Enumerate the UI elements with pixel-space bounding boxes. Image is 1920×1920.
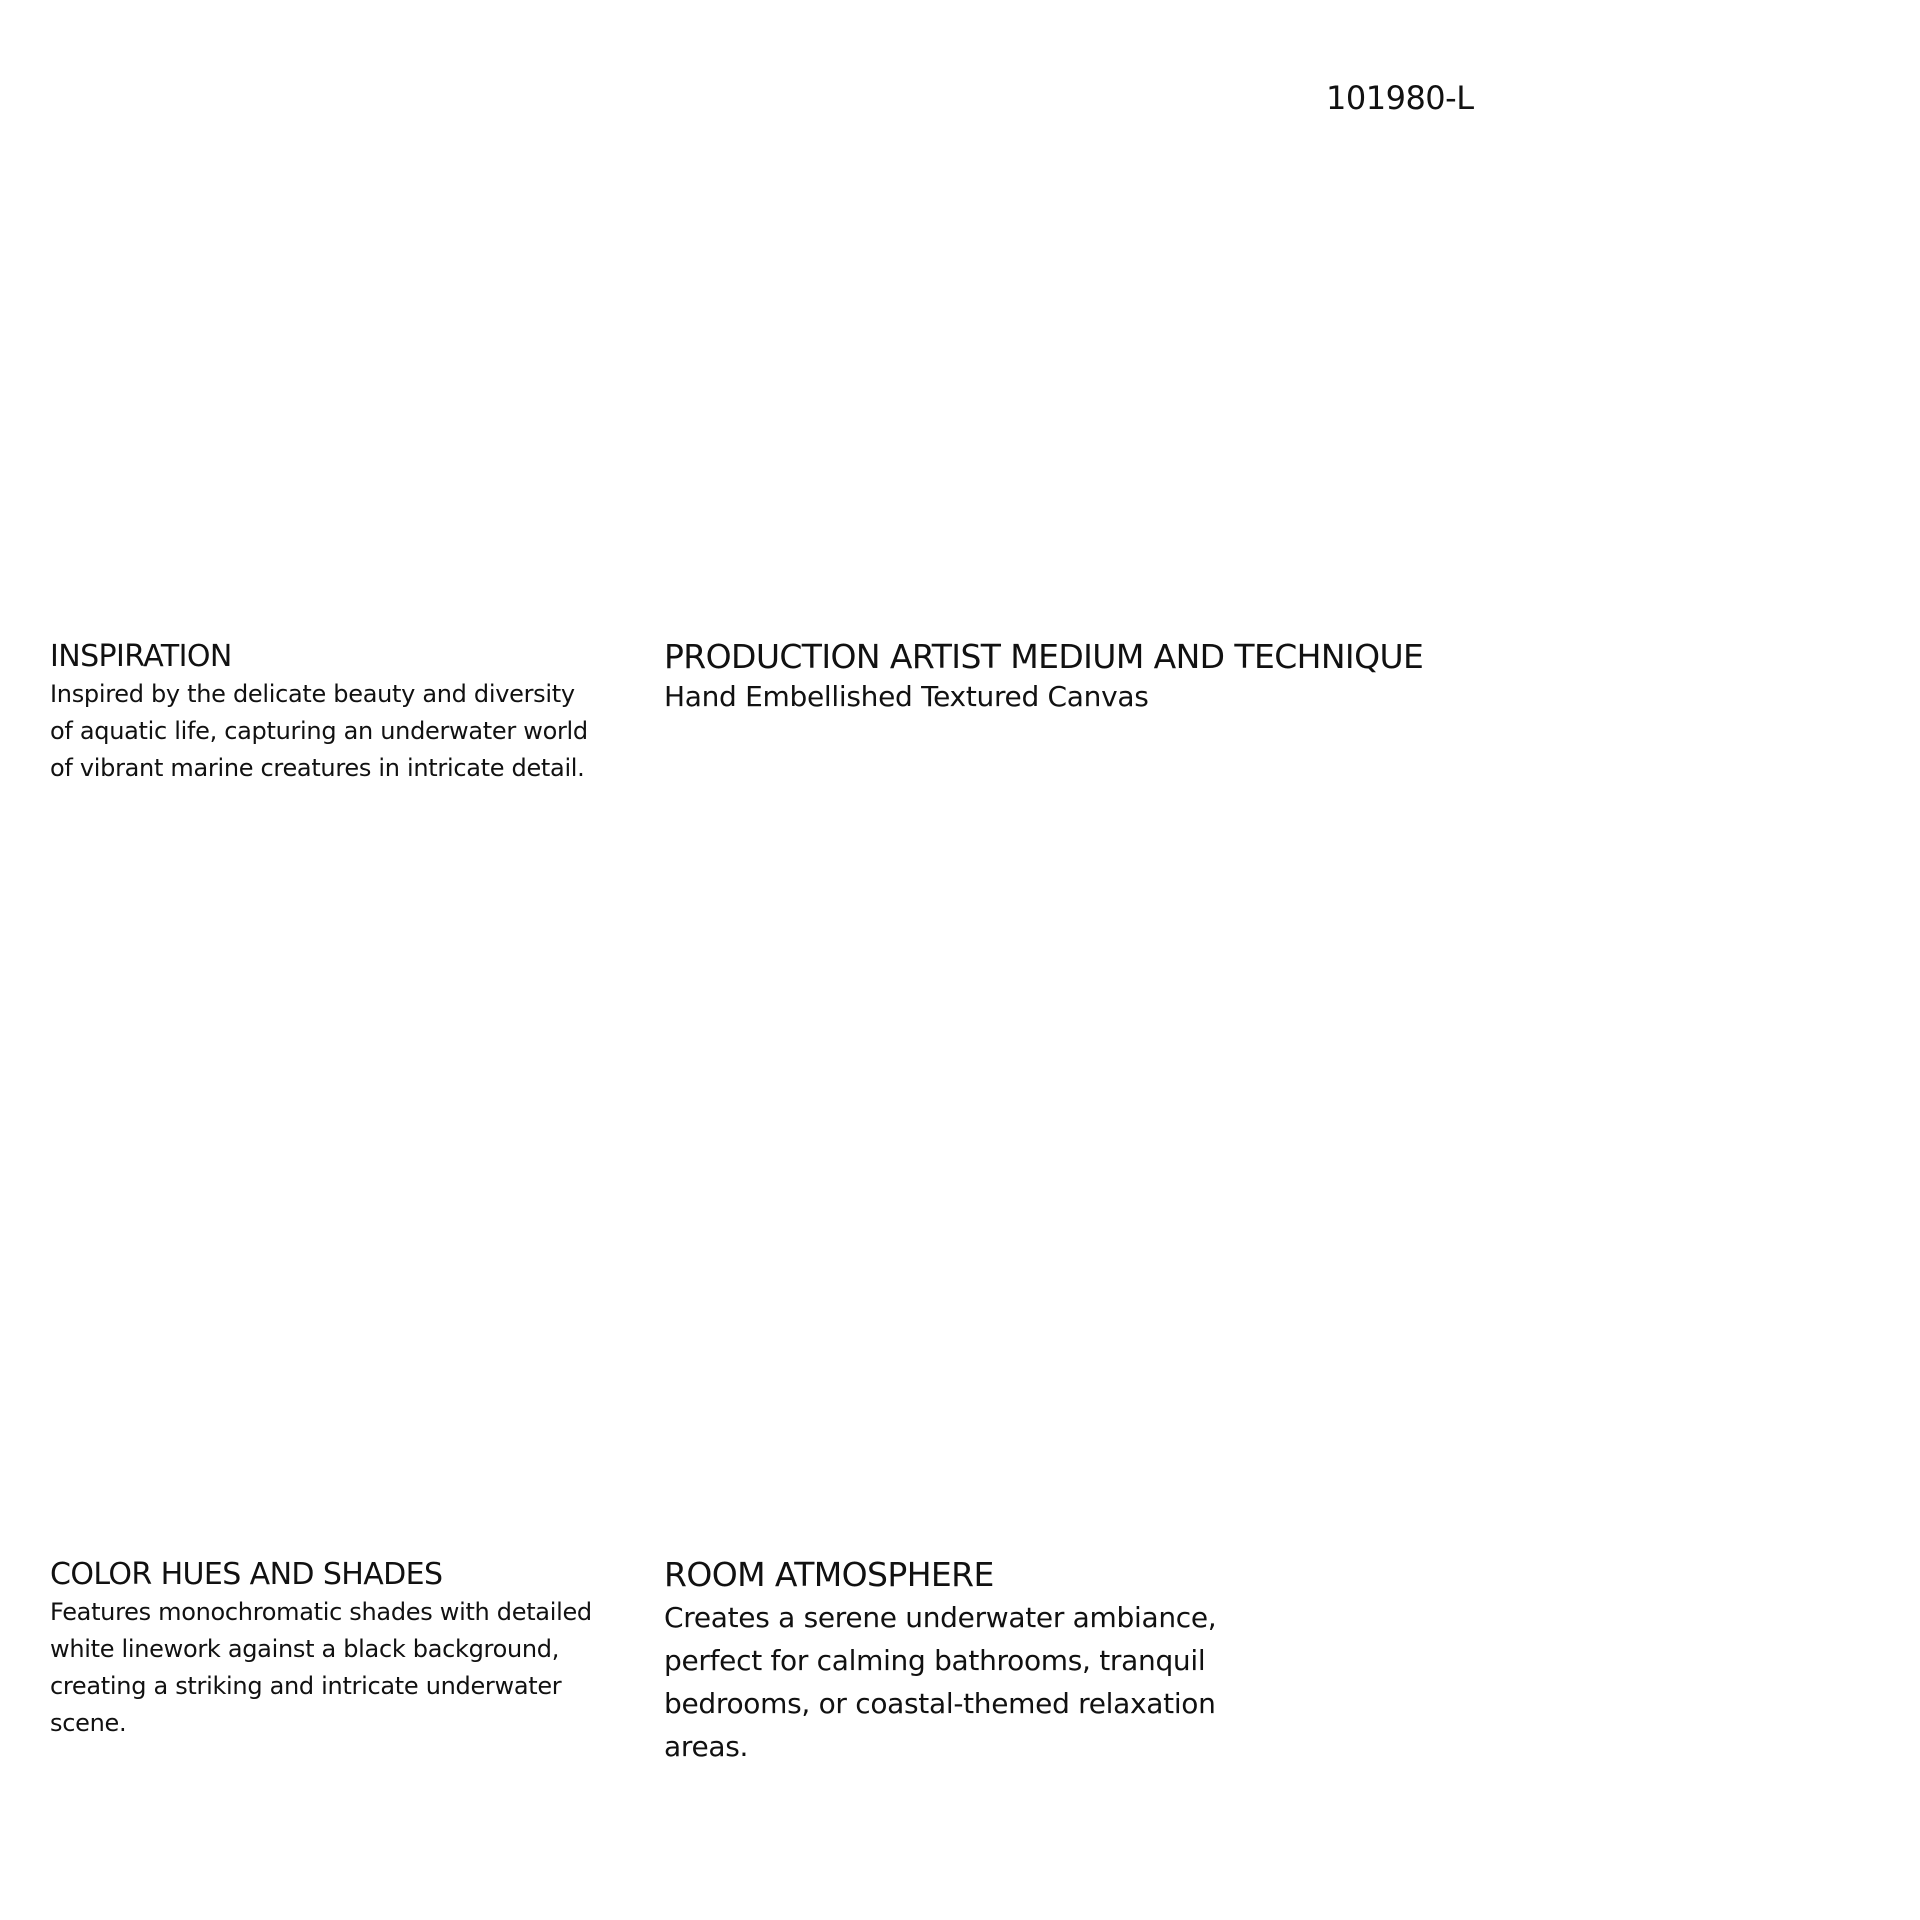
color-section xyxy=(50,1556,650,1742)
room-atmosphere-text: Creates a serene underwater ambiance, perfect for calming bathrooms, tranquil bedrooms, or coastal-themed relaxation areas. xyxy=(664,1601,1217,1763)
production-heading: PRODUCTION ARTIST MEDIUM AND TECHNIQUE xyxy=(664,637,1424,676)
room-atmosphere-section xyxy=(664,1554,1284,1768)
production-text: Hand Embellished Textured Canvas xyxy=(664,680,1149,713)
inspiration-text: Inspired by the delicate beauty and diversity of aquatic life, capturing an underwater world of vibrant marine creatures in intricate detail. xyxy=(50,680,588,782)
production-section xyxy=(664,636,1544,716)
room-atmosphere-heading: ROOM ATMOSPHERE xyxy=(664,1555,994,1594)
color-heading: COLOR HUES AND SHADES xyxy=(50,1557,443,1592)
product-sku: 101980-L xyxy=(1326,79,1474,117)
inspiration-heading: INSPIRATION xyxy=(50,639,232,674)
color-text: Features monochromatic shades with detailed white linework against a black background, creating a striking and intricate underwater scene. xyxy=(50,1598,592,1737)
inspiration-section xyxy=(50,638,640,787)
